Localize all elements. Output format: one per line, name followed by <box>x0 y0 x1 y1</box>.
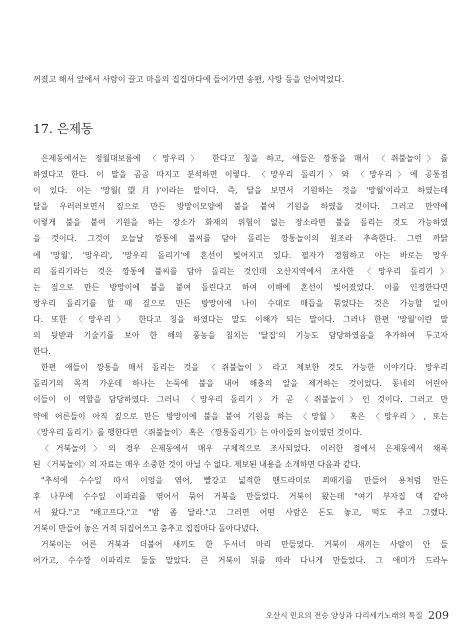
text-line: 거북이 만들어 놓은 거적 뒤집어쓰고 춤추고 집집마다 돌아다녔다. <box>33 524 259 534</box>
text-line: 이들이 이 역할을 담당하였다. 그러니 〈망우리 돌리기〉가 곧 〈쥐불놀이〉인 것이다. 그러고 만 <box>33 395 448 405</box>
text-line: 다. 또한 〈망우리〉 한다고 칭을 하였다는 말도 이해가 되는 말이다. 그러나 한편 '망월'이란 말 <box>33 314 448 324</box>
text-line: 을 것이다. 그것이 오늘날 깡통에 불씨를 담아 돌리는 깡통놀이의 원조라 추측한다. 그런 까닭 <box>33 234 448 244</box>
text-line: 에 '망월', '망우리', '망우리 돌리기'에 혼선이 빚어지고 있다. 필자가 경험하고 아는 바로는 망우 <box>33 250 448 260</box>
text-line: 의 뒷받과 기술기를 보아 한 해의 풍농을 침치는 '달집'의 기능도 담당하였음을 추가하여 두고자 <box>33 331 448 341</box>
text-line: 는 짚으로 만든 방망이에 불을 붙여 돌린다고 하여 이해에 혼선이 빚어졌었다. 이를 인정한다면 <box>33 282 448 292</box>
text-line: 〈망우리 돌리기〉를 행한다면 〈쥐불놀이〉 혹은 〈깡통돌리기〉는 아이들의 놀이였던 것이다. <box>33 427 363 437</box>
page-footer <box>266 610 449 622</box>
text-line: 된 〈거북놀이〉의 자료는 매우 소중한 것이 아닐 수 없다. 제보된 내용을 소개하면 다음과 같다. <box>33 459 361 469</box>
page-number: 209 <box>428 609 449 622</box>
intro-line: 꺼졌고 해서 앞에서 사람이 끌고 마을의 집집마다에 들어가면 송편, 사탕 등을 얻어먹었다. <box>33 75 345 84</box>
text-line: 이 있다. 이는 '망월(望月)'이라는 말이다. 즉, 달을 보면서 기원하는 것을 '망월'이라고 하였는데 <box>33 186 448 196</box>
text-line: 하였다고 한다. 이 말을 곰곰 따지고 분석하면 이렇다. 〈망우리 돌리기〉와 〈망우리〉에 공통점 <box>33 170 448 180</box>
text-line: 〈거북놀이〉의 경우 은제동에서 매우 구체적으로 조사되었다. 이러한 점에서 은제동에서 채록 <box>41 443 448 453</box>
body-text <box>33 151 448 569</box>
text-line: 달을 우러러보면서 짚으로 만든 방망이모양에 불을 붙여 기원을 하였을 것이다. 그러고 만약에 <box>33 202 448 212</box>
section-heading: 17. 은제동 <box>33 121 94 136</box>
text-line: 망우리 돌리기를 할 때 짚으로 만든 방망이에 나이 수대로 매듭을 묶었다는 것은 가능할 일이 <box>33 298 448 308</box>
text-line: 은제동에서는 정월대보름에 〈망우리〉 한다고 칭을 하고, 애들은 깡통을 매서 〈쥐불놀이〉를 <box>41 154 448 163</box>
text-line: 서 왔다."고 "배고프다."고 "밤 좀 달라."고 그러면 어떤 사람은 돈도 놓고, 떡도 주고 그랬다. <box>33 508 448 518</box>
text-line: 후 나무에 수수잎 이파리를 엮어서 묶어 거북을 만들었다. 거북이 왔는데 "여기 부자집 댁 같아 <box>33 491 448 501</box>
text-line: 어가고, 수수깡 이파리로 둘둘 말았다. 큰 거북이 뒤를 따라 다니게 만들었다. 그 애미가 드라누 <box>33 556 448 566</box>
text-line: 거북이는 어른 거북과 더불어 새끼도 한 두서너 마리 만들었다. 거북이 새끼는 사람이 안 들 <box>41 540 448 550</box>
text-line: 리 돌리기라는 것은 깡통에 불씨를 담아 돌리는 것인데 오산지역에서 조사한 〈망우리 돌리기〉 <box>33 266 448 276</box>
text-line: 한편 애들이 깡통을 매서 돌리는 것을 〈쥐불놀이〉라고 제보한 것도 가능한 이야기다. 망우리 <box>41 363 448 373</box>
running-title: 오산시 민요의 전승 양상과 다리세기노래의 특질 <box>265 611 423 620</box>
text-line: 돌리기의 목적 가운데 하나는 논둑에 불을 내어 해충의 알을 제거하는 것이었다. 동네의 어린아 <box>33 379 448 389</box>
text-line: 약에 어른들이 아직 짚으로 만든 방망이에 불을 붙여 기원을 하는 〈망월〉 혹은 〈망우리〉, 또는 <box>33 411 448 421</box>
text-line: 이렇게 불을 붙여 기원을 하는 장소가 화재의 위험이 없는 장소라면 불을 돌리는 것도 가능하였 <box>33 218 448 228</box>
text-line: "추석에 수수잎 따서 이엉을 엮어, 빨강고 넓적한 맨드라미로 꾀때기를 만들어 용처럼 만든 <box>41 475 448 485</box>
text-line: 한다. <box>33 347 51 357</box>
